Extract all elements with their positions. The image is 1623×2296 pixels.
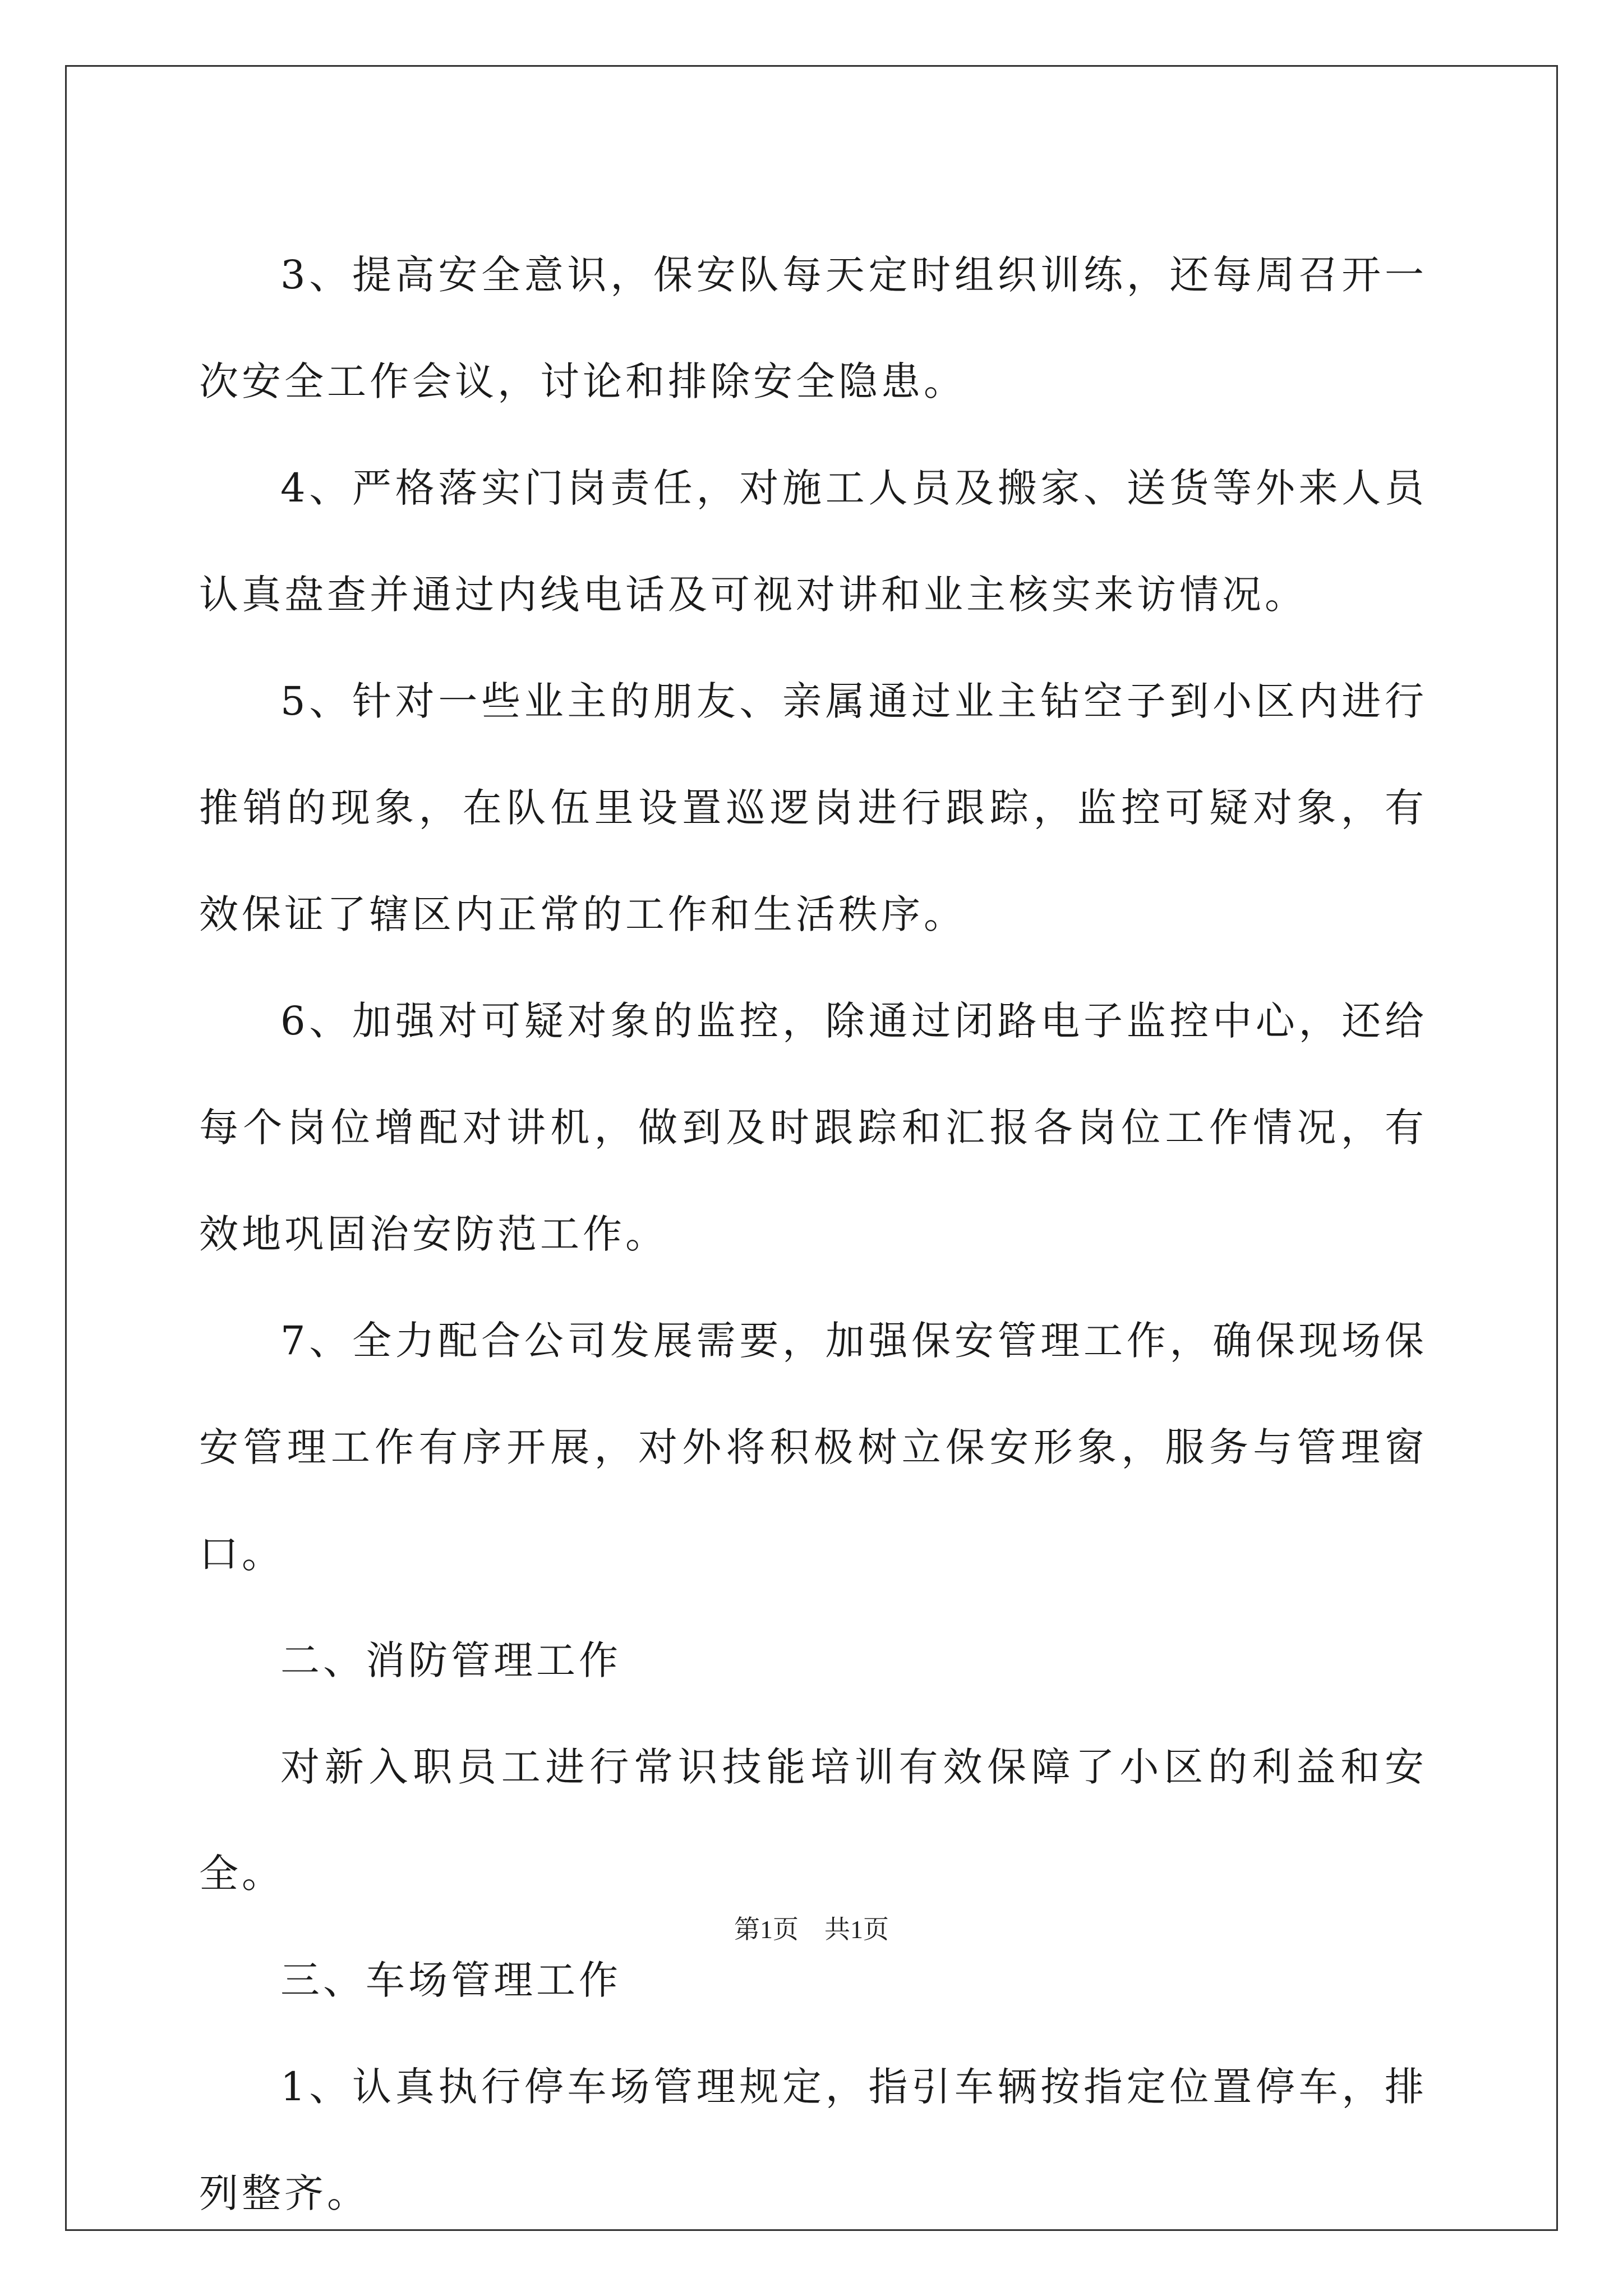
section-heading-fire-management: 二、消防管理工作 — [280, 1637, 621, 1683]
paragraph-item-4: 4、严格落实门岗责任，对施工人员及搬家、送货等外来人员认真盘查并通过内线电话及可视对讲和业主核实来访情况。 — [199, 465, 1427, 618]
paragraph-fire-training: 对新入职员工进行常识技能培训有效保障了小区的利益和安全。 — [199, 1744, 1427, 1897]
paragraph-item-5: 5、针对一些业主的朋友、亲属通过业主钻空子到小区内进行推销的现象，在队伍里设置巡逻岗进行跟踪，监控可疑对象，有效保证了辖区内正常的工作和生活秩序。 — [199, 678, 1427, 937]
paragraph-item-3: 3、提高安全意识，保安队每天定时组织训练，还每周召开一次安全工作会议，讨论和排除安全隐患。 — [199, 252, 1427, 404]
paragraph-item-6: 6、加强对可疑对象的监控，除通过闭路电子监控中心，还给每个岗位增配对讲机，做到及时跟踪和汇报各岗位工作情况，有效地巩固治安防范工作。 — [199, 998, 1427, 1257]
paragraph-parking-item-1: 1、认真执行停车场管理规定，指引车辆按指定位置停车，排列整齐。 — [199, 2064, 1427, 2216]
page-number-footer: 第1页 共1页 — [734, 1915, 889, 1944]
paragraph-item-7: 7、全力配合公司发展需要，加强保安管理工作，确保现场保安管理工作有序开展，对外将积极树立保安形象，服务与管理窗口。 — [199, 1318, 1427, 1577]
section-heading-parking-management: 三、车场管理工作 — [280, 1957, 621, 2003]
